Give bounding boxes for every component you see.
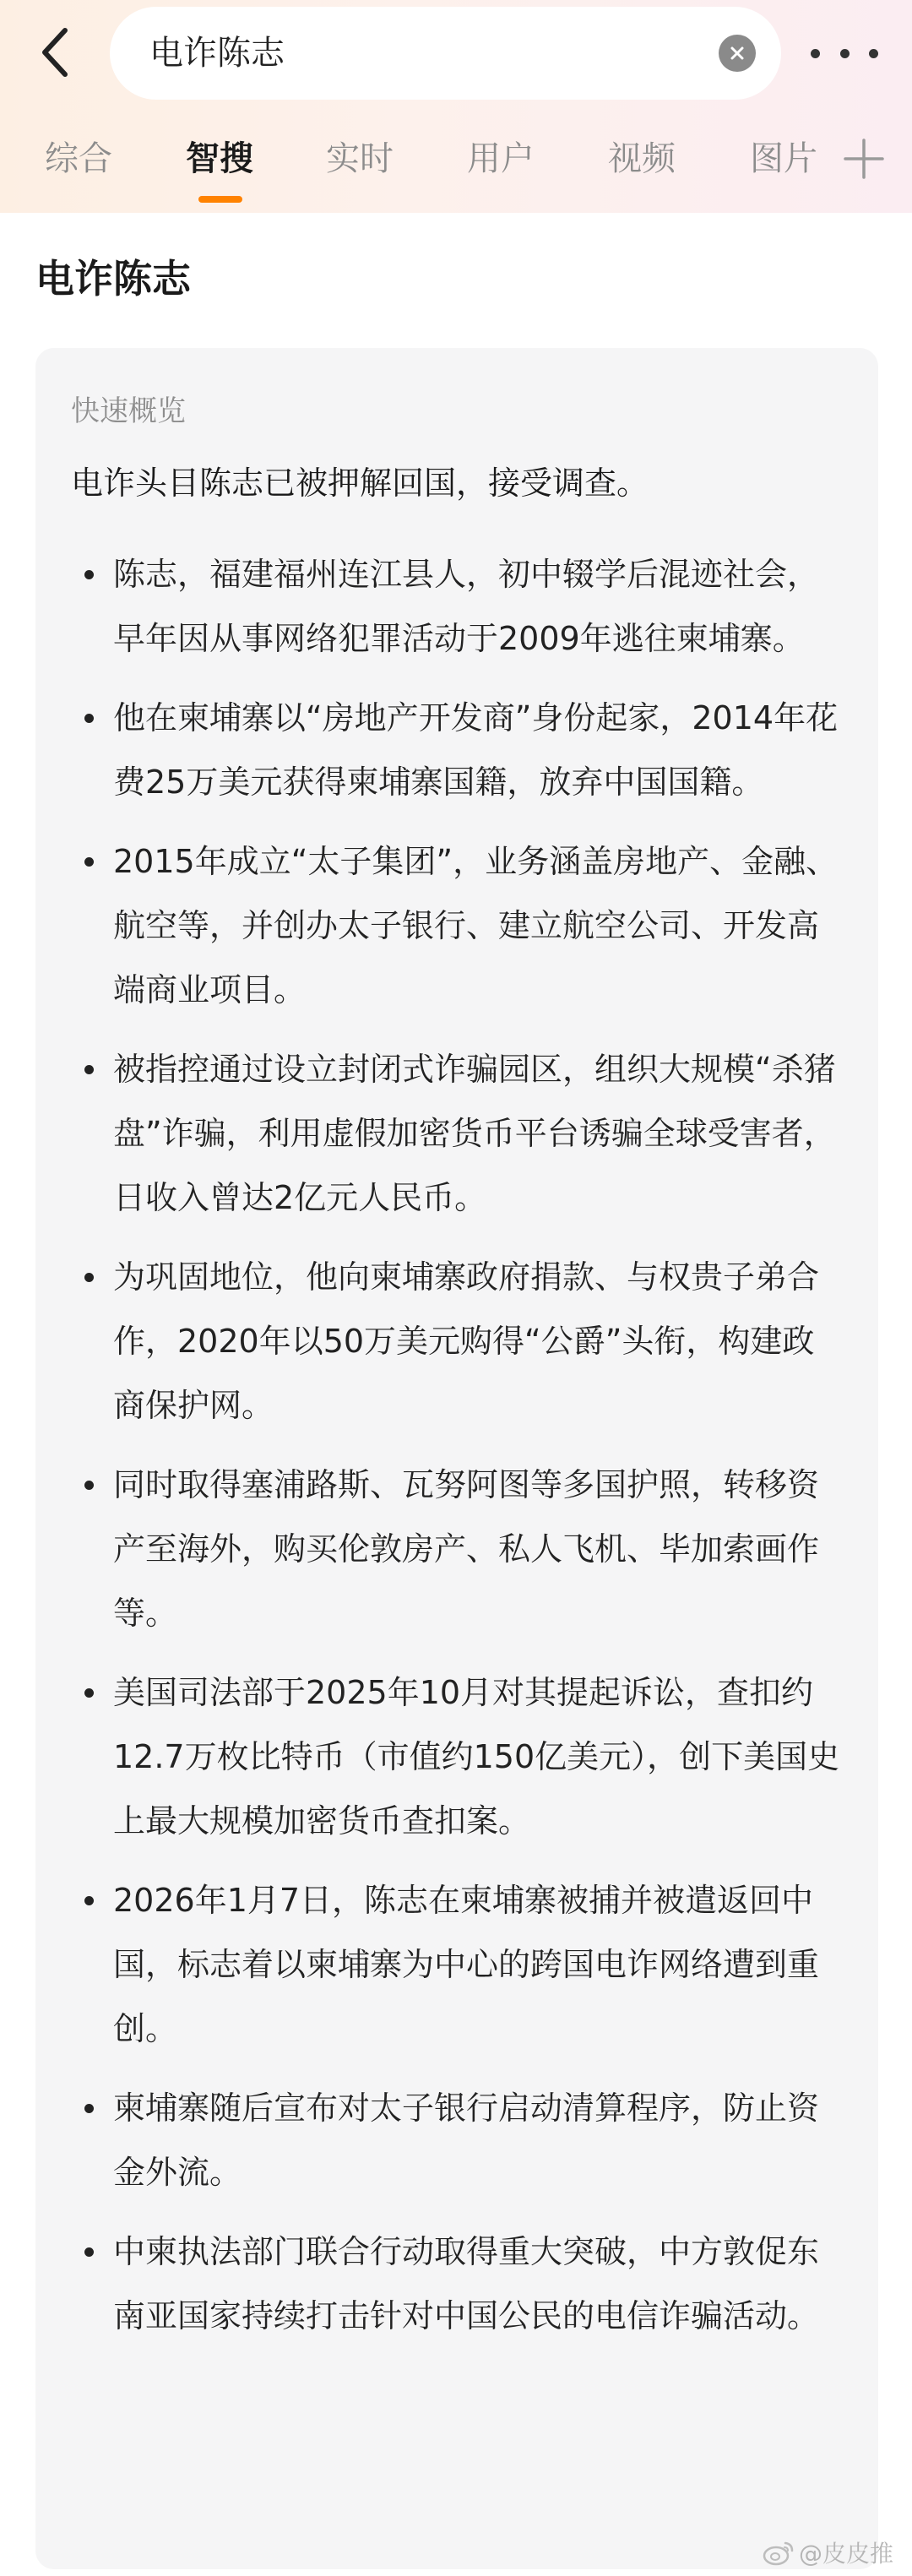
quick-overview-card bbox=[35, 348, 878, 2569]
list-item bbox=[35, 1660, 878, 1853]
bullet-icon bbox=[84, 570, 94, 579]
list-item-text: 中柬执法部门联合行动取得重大突破，中方敦促东南亚国家持续打击针对中国公民的电信诈骗活动。 bbox=[113, 2233, 820, 2334]
more-options-button[interactable] bbox=[811, 32, 878, 74]
plus-icon bbox=[843, 135, 885, 182]
chevron-left-icon bbox=[38, 25, 72, 79]
list-item-text: 柬埔寨随后宣布对太子银行启动清算程序，防止资金外流。 bbox=[113, 2090, 820, 2191]
tab-smart-search[interactable]: 智搜 bbox=[186, 139, 253, 178]
bullet-icon bbox=[84, 2104, 94, 2113]
more-dots-icon bbox=[811, 49, 820, 58]
list-item bbox=[35, 542, 878, 671]
list-item-text: 美国司法部于2025年10月对其提起诉讼，查扣约12.7万枚比特币（市值约150亿美元），创下美国史上最大规模加密货币查扣案。 bbox=[113, 1674, 840, 1840]
list-item-text: 被指控通过设立封闭式诈骗园区，组织大规模“杀猪盘”诈骗，利用虚假加密货币平台诱骗全球受害者，日收入曾达2亿元人民币。 bbox=[113, 1051, 836, 1216]
bullet-icon bbox=[84, 1273, 94, 1282]
list-item bbox=[35, 1453, 878, 1645]
list-item bbox=[35, 1868, 878, 2061]
bullet-icon bbox=[84, 714, 94, 723]
overview-summary: 电诈头目陈志已被押解回国，接受调查。 bbox=[71, 465, 649, 502]
list-item bbox=[35, 1037, 878, 1230]
list-item-text: 他在柬埔寨以“房地产开发商”身份起家，2014年花费25万美元获得柬埔寨国籍，放弃中国国籍。 bbox=[113, 699, 839, 801]
bullet-icon bbox=[84, 1065, 94, 1074]
list-item bbox=[35, 829, 878, 1022]
list-item-text: 陈志，福建福州连江县人，初中辍学后混迹社会，早年因从事网络犯罪活动于2009年逃往柬埔寨。 bbox=[113, 556, 820, 657]
overview-label: 快速概览 bbox=[71, 394, 186, 428]
list-item-text: 同时取得塞浦路斯、瓦努阿图等多国护照，转移资产至海外，购买伦敦房产、私人飞机、毕加索画作等。 bbox=[113, 1466, 820, 1632]
bullet-icon bbox=[84, 2247, 94, 2257]
list-item bbox=[35, 2220, 878, 2348]
active-tab-indicator bbox=[198, 196, 242, 203]
bullet-icon bbox=[84, 1688, 94, 1698]
top-bar bbox=[0, 0, 912, 213]
search-input[interactable] bbox=[110, 7, 781, 100]
bullet-icon bbox=[84, 1481, 94, 1490]
list-item-text: 为巩固地位，他向柬埔寨政府捐款、与权贵子弟合作，2020年以50万美元购得“公爵”头衔，构建政商保护网。 bbox=[113, 1258, 820, 1424]
watermark bbox=[762, 2535, 893, 2569]
list-item bbox=[35, 686, 878, 814]
search-query-text: 电诈陈志 bbox=[149, 34, 285, 73]
list-item bbox=[35, 2076, 878, 2204]
tab-realtime[interactable]: 实时 bbox=[326, 139, 394, 178]
bullet-icon bbox=[84, 857, 94, 867]
list-item bbox=[35, 1245, 878, 1437]
weibo-logo-icon bbox=[762, 2539, 795, 2566]
list-item-text: 2026年1月7日，陈志在柬埔寨被捕并被遣返回中国，标志着以柬埔寨为中心的跨国电诈网络遭到重创。 bbox=[113, 1882, 820, 2047]
add-tab-button[interactable] bbox=[843, 135, 885, 182]
tab-videos[interactable]: 视频 bbox=[608, 139, 676, 178]
clear-search-button[interactable] bbox=[719, 35, 756, 72]
clear-circle-icon bbox=[729, 45, 746, 62]
bullet-icon bbox=[84, 1896, 94, 1905]
tab-images[interactable]: 图片 bbox=[750, 139, 817, 178]
back-button[interactable] bbox=[25, 19, 84, 86]
page-title: 电诈陈志 bbox=[35, 256, 191, 302]
watermark-text: @皮皮推 bbox=[798, 2540, 893, 2568]
tab-comprehensive[interactable]: 综合 bbox=[45, 139, 112, 178]
tab-users[interactable]: 用户 bbox=[467, 139, 535, 178]
list-item-text: 2015年成立“太子集团”，业务涵盖房地产、金融、航空等，并创办太子银行、建立航空公司、开发高端商业项目。 bbox=[113, 843, 839, 1008]
overview-list bbox=[35, 542, 878, 2363]
